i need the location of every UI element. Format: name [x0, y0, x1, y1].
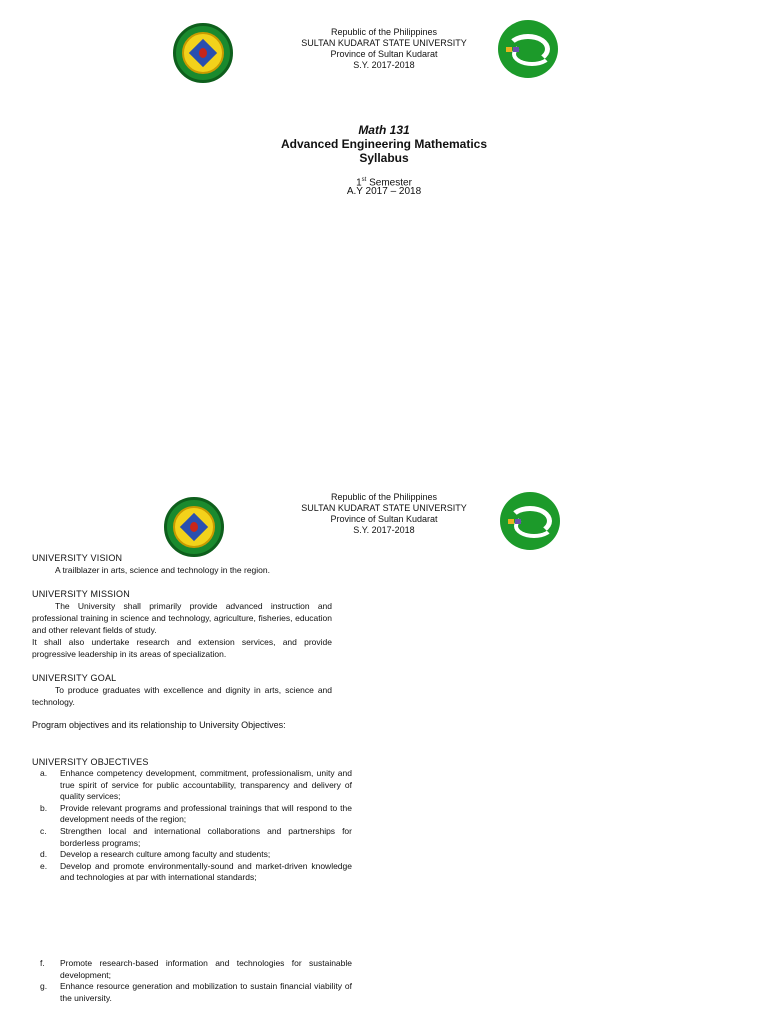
objectives-heading: [32, 756, 332, 768]
document-type: Syllabus: [359, 151, 409, 165]
list-item: [40, 849, 352, 861]
semester-number: 1: [356, 177, 362, 189]
list-marker: c.: [40, 825, 47, 836]
header-republic: Republic of the Philippines: [330, 492, 438, 502]
goal-heading: UNIVERSITY GOAL: [32, 673, 117, 683]
list-marker: e.: [40, 860, 48, 871]
list-marker: b.: [40, 802, 48, 813]
green-wave-logo-icon: [500, 492, 560, 550]
list-marker: d.: [40, 849, 48, 860]
header-university: SULTAN KUDARAT STATE UNIVERSITY: [301, 38, 467, 48]
vision-text: A trailblazer in arts, science and technology in the region.: [55, 565, 270, 575]
objectives-heading-text: UNIVERSITY OBJECTIVES: [32, 757, 149, 767]
program-objectives-line: Program objectives and its relationship to University Objectives:: [32, 720, 286, 730]
semester-suffix: st: [361, 177, 367, 183]
list-item: [40, 981, 352, 1004]
header-university: SULTAN KUDARAT STATE UNIVERSITY: [301, 503, 467, 513]
list-text: Strengthen local and international collaborations and partnerships for borderless programs;: [60, 825, 352, 848]
list-marker: f.: [40, 958, 45, 968]
list-item: [40, 803, 352, 826]
page-header: [0, 492, 768, 536]
header-republic: Republic of the Philippines: [330, 27, 438, 37]
list-text: Enhance resource generation and mobilization to sustain financial viability of the university.: [60, 981, 352, 1003]
header-school-year: S.Y. 2017-2018: [353, 60, 415, 70]
green-wave-logo-icon: [498, 20, 558, 78]
header-province: Province of Sultan Kudarat: [330, 49, 438, 59]
page-header: [0, 27, 768, 71]
list-marker: g.: [40, 981, 48, 992]
list-item: [40, 768, 352, 803]
objectives-list: [40, 768, 352, 884]
list-item: [40, 958, 352, 981]
list-text: Enhance competency development, commitment, professionalism, unity and true spirit of service for public accountability, transparency and delivery of quality services;: [60, 768, 352, 802]
header-province: Province of Sultan Kudarat: [330, 514, 438, 524]
vision-section: [32, 552, 332, 576]
objectives-list-continued: [40, 958, 352, 1004]
list-text: Promote research-based information and technologies for sustainable development;: [60, 958, 352, 980]
list-text: Develop and promote environmentally-sound and market-driven knowledge and technologies at par with international standards;: [60, 860, 352, 883]
goal-section: [32, 672, 332, 708]
academic-year: A.Y 2017 – 2018: [346, 186, 422, 197]
course-title: Advanced Engineering Mathematics: [280, 137, 488, 151]
list-marker: a.: [40, 768, 48, 778]
mission-paragraph-2: It shall also undertake research and extension services, and provide progressive leadership in its areas of specialization.: [32, 637, 332, 659]
goal-text: To produce graduates with excellence and dignity in arts, science and technology.: [32, 685, 332, 707]
mission-heading: UNIVERSITY MISSION: [32, 589, 130, 599]
list-item: [40, 826, 352, 849]
course-code: Math 131: [358, 123, 410, 137]
mission-paragraph-1: The University shall primarily provide advanced instruction and professional training in science and technology, agriculture, fisheries, education and other relevant fields of study.: [32, 601, 332, 635]
mission-section: [32, 588, 332, 660]
vision-heading: UNIVERSITY VISION: [32, 553, 123, 563]
list-text: Develop a research culture among faculty and students;: [60, 849, 271, 860]
list-item: [40, 861, 352, 884]
list-text: Provide relevant programs and professional trainings that will respond to the development needs of the region;: [60, 802, 352, 825]
semester-word: Semester: [366, 177, 412, 189]
header-school-year: S.Y. 2017-2018: [353, 525, 415, 535]
